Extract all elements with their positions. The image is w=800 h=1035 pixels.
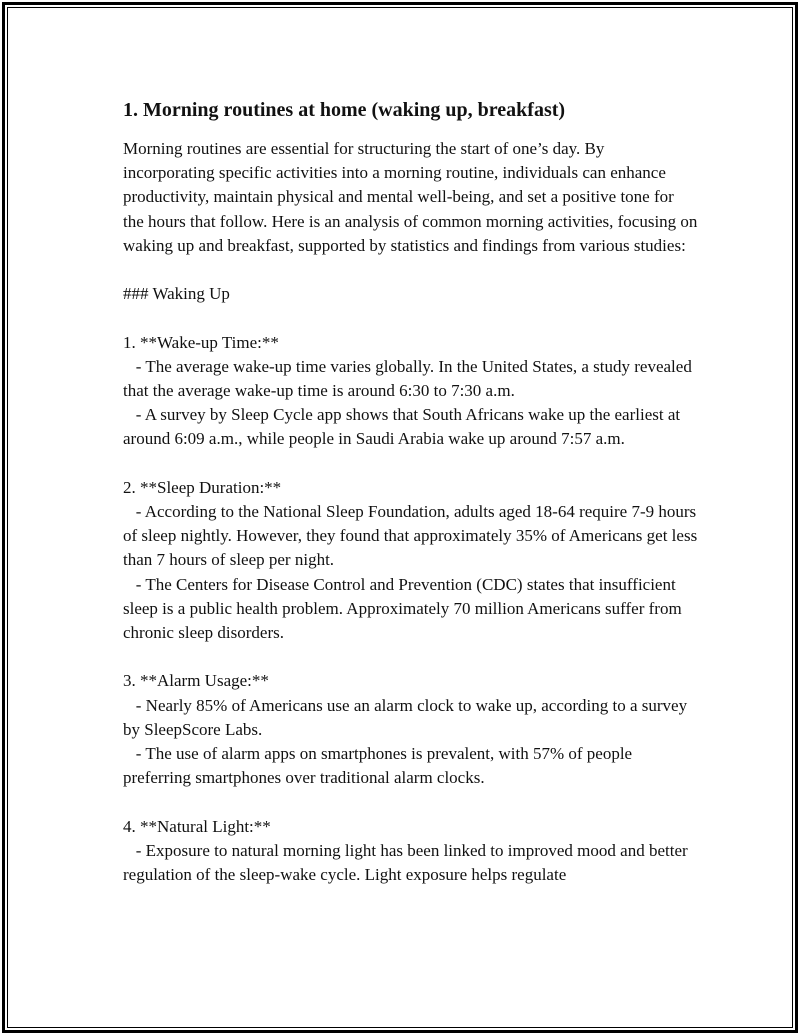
- document-body: [123, 97, 702, 887]
- item-wake-up-time: 1. **Wake-up Time:** - The average wake-up time varies globally. In the United States, a study revealed that the average wake-up time is around 6:30 to 7:30 a.m. - A survey by Sleep Cycle app shows that South Africans wake up the earliest at around 6:09 a.m., while people in Saudi Arabia wake up around 7:57 a.m.: [123, 332, 692, 449]
- blank-line: [123, 645, 698, 669]
- blank-line: [123, 790, 698, 814]
- item-sleep-duration: 2. **Sleep Duration:** - According to the National Sleep Foundation, adults aged 18-64 require 7-9 hours of sleep nightly. However, they found that approximately 35% of Americans get less than 7 hours of sleep per night. - The Centers for Disease Control and Prevention (CDC) states that insufficient sleep is a public health problem. Approximately 70 million Americans suffer from chronic sleep disorders.: [123, 477, 698, 643]
- blank-line: [123, 258, 698, 282]
- item-alarm-usage: 3. **Alarm Usage:** - Nearly 85% of Americans use an alarm clock to wake up, according to a survey by SleepScore Labs. - The use of alarm apps on smartphones is prevalent, with 57% of people preferring smartphones over traditional alarm clocks.: [123, 671, 688, 788]
- subheading-waking-up: ### Waking Up: [123, 284, 230, 304]
- blank-line: [123, 306, 698, 330]
- intro-paragraph: Morning routines are essential for structuring the start of one’s day. By incorporating specific activities into a morning routine, individuals can enhance productivity, maintain physical and mental well-being, and set a positive tone for the hours that follow. Here is an analysis of common morning activities, focusing on waking up and breakfast, supported by statistics and findings from various studies:: [123, 139, 702, 255]
- section-heading: 1. Morning routines at home (waking up, breakfast): [123, 99, 566, 121]
- page-frame: [2, 2, 798, 1033]
- blank-line: [123, 452, 698, 476]
- item-natural-light: 4. **Natural Light:** - Exposure to natural morning light has been linked to improved mood and better regulation of the sleep-wake cycle. Light exposure helps regulate: [123, 816, 688, 885]
